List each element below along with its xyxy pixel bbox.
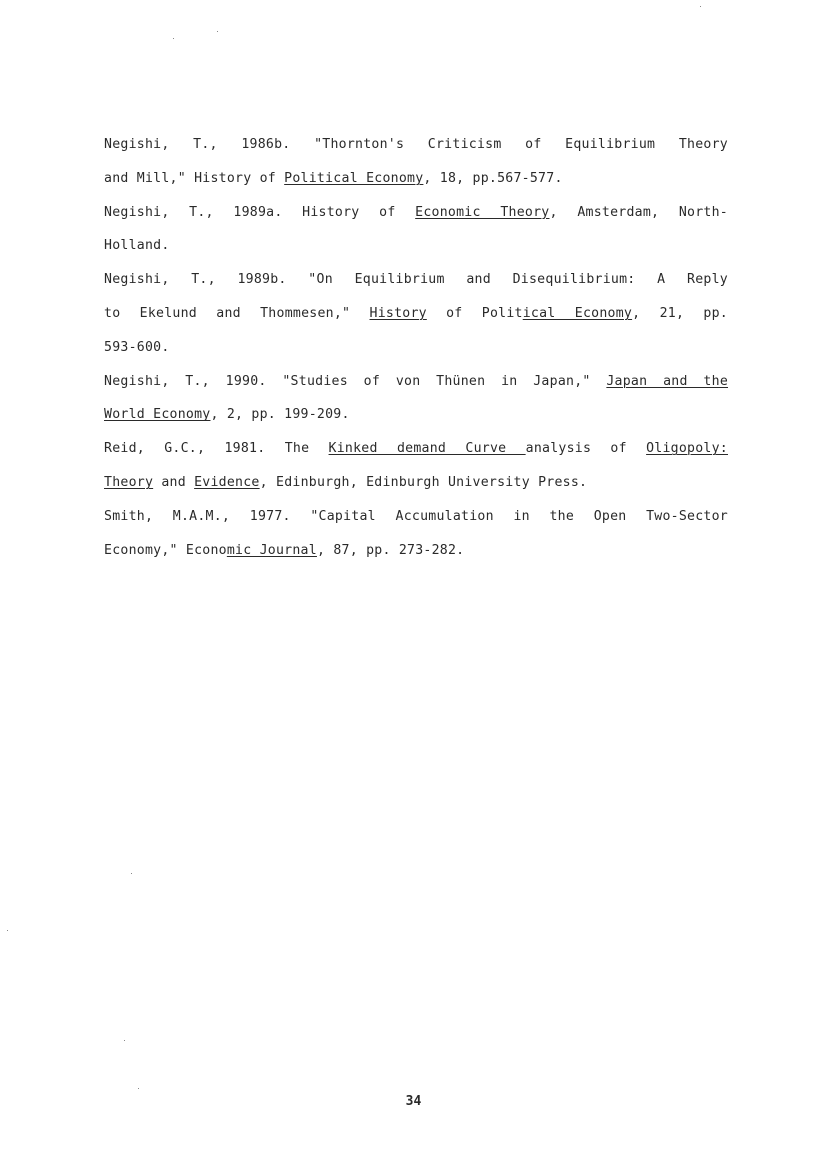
underlined-title: mic Journal bbox=[226, 542, 317, 558]
reference-entry bbox=[104, 504, 728, 572]
reference-text: analysis of bbox=[525, 441, 647, 457]
reference-entry bbox=[104, 132, 728, 200]
reference-text: Negishi, T., 1986b. "Thornton's Criticism of Equilibrium Theory bbox=[104, 137, 728, 152]
reference-text: Negishi, T., 1990. "Studies of von Thünen in Japan," bbox=[104, 373, 607, 389]
underlined-title: Political Economy bbox=[284, 170, 424, 186]
reference-line bbox=[104, 233, 728, 267]
reference-line bbox=[104, 504, 728, 538]
reference-text: of Polit bbox=[426, 305, 523, 321]
reference-text: Smith, M.A.M., 1977. "Capital Accumulation in the Open Two-Sector bbox=[104, 508, 728, 524]
reference-line bbox=[104, 267, 728, 301]
scan-speck bbox=[131, 873, 132, 874]
reference-line bbox=[104, 436, 728, 470]
underlined-title: Oligopoly: bbox=[646, 441, 728, 457]
reference-text: Economy," Econo bbox=[104, 542, 227, 558]
reference-line bbox=[104, 335, 728, 369]
reference-text: , 2, pp. 199-209. bbox=[210, 407, 350, 423]
reference-line bbox=[104, 369, 728, 403]
underlined-title: Kinked demand Curve bbox=[328, 441, 526, 457]
reference-line bbox=[104, 132, 728, 166]
underlined-title: Economic Theory bbox=[415, 204, 550, 220]
underlined-title: Evidence bbox=[194, 474, 260, 490]
scan-speck bbox=[217, 31, 218, 32]
reference-line bbox=[104, 301, 728, 335]
reference-text: Holland. bbox=[104, 238, 170, 254]
reference-text: , 18, pp.567-577. bbox=[423, 170, 563, 186]
reference-text: Negishi, T., 1989b. "On Equilibrium and Disequilibrium: A Reply bbox=[104, 272, 728, 288]
scan-speck bbox=[138, 1088, 139, 1089]
scan-speck bbox=[7, 930, 8, 931]
reference-text: , Edinburgh, Edinburgh University Press. bbox=[259, 474, 588, 490]
reference-entry bbox=[104, 267, 728, 368]
scan-speck bbox=[173, 38, 174, 39]
reference-entry bbox=[104, 200, 728, 268]
reference-text: , Amsterdam, North- bbox=[549, 204, 728, 220]
reference-line bbox=[104, 200, 728, 234]
underlined-title: World Economy bbox=[104, 407, 211, 423]
reference-text: and Mill," History of bbox=[104, 170, 285, 186]
reference-text: Negishi, T., 1989a. History of bbox=[104, 204, 416, 220]
reference-text: to Ekelund and Thommesen," bbox=[104, 305, 370, 321]
page-number: 34 bbox=[405, 1094, 422, 1109]
underlined-title: Japan and the bbox=[606, 373, 729, 389]
reference-line bbox=[104, 402, 728, 436]
reference-line bbox=[104, 166, 728, 200]
scan-speck bbox=[124, 1040, 125, 1041]
reference-text: , 87, pp. 273-282. bbox=[316, 542, 465, 558]
scan-speck bbox=[700, 6, 701, 7]
reference-line bbox=[104, 538, 728, 572]
reference-entry bbox=[104, 436, 728, 504]
reference-list bbox=[104, 132, 728, 571]
reference-text: Reid, G.C., 1981. The bbox=[104, 441, 329, 457]
reference-text: 593-600. bbox=[104, 339, 170, 355]
reference-line bbox=[104, 470, 728, 504]
reference-entry bbox=[104, 369, 728, 437]
reference-text: , 21, pp. bbox=[632, 305, 728, 321]
underlined-title: Theory bbox=[104, 474, 154, 490]
underlined-title: History bbox=[369, 305, 427, 321]
underlined-title: ical Economy bbox=[522, 305, 633, 321]
reference-text: and bbox=[153, 474, 195, 490]
